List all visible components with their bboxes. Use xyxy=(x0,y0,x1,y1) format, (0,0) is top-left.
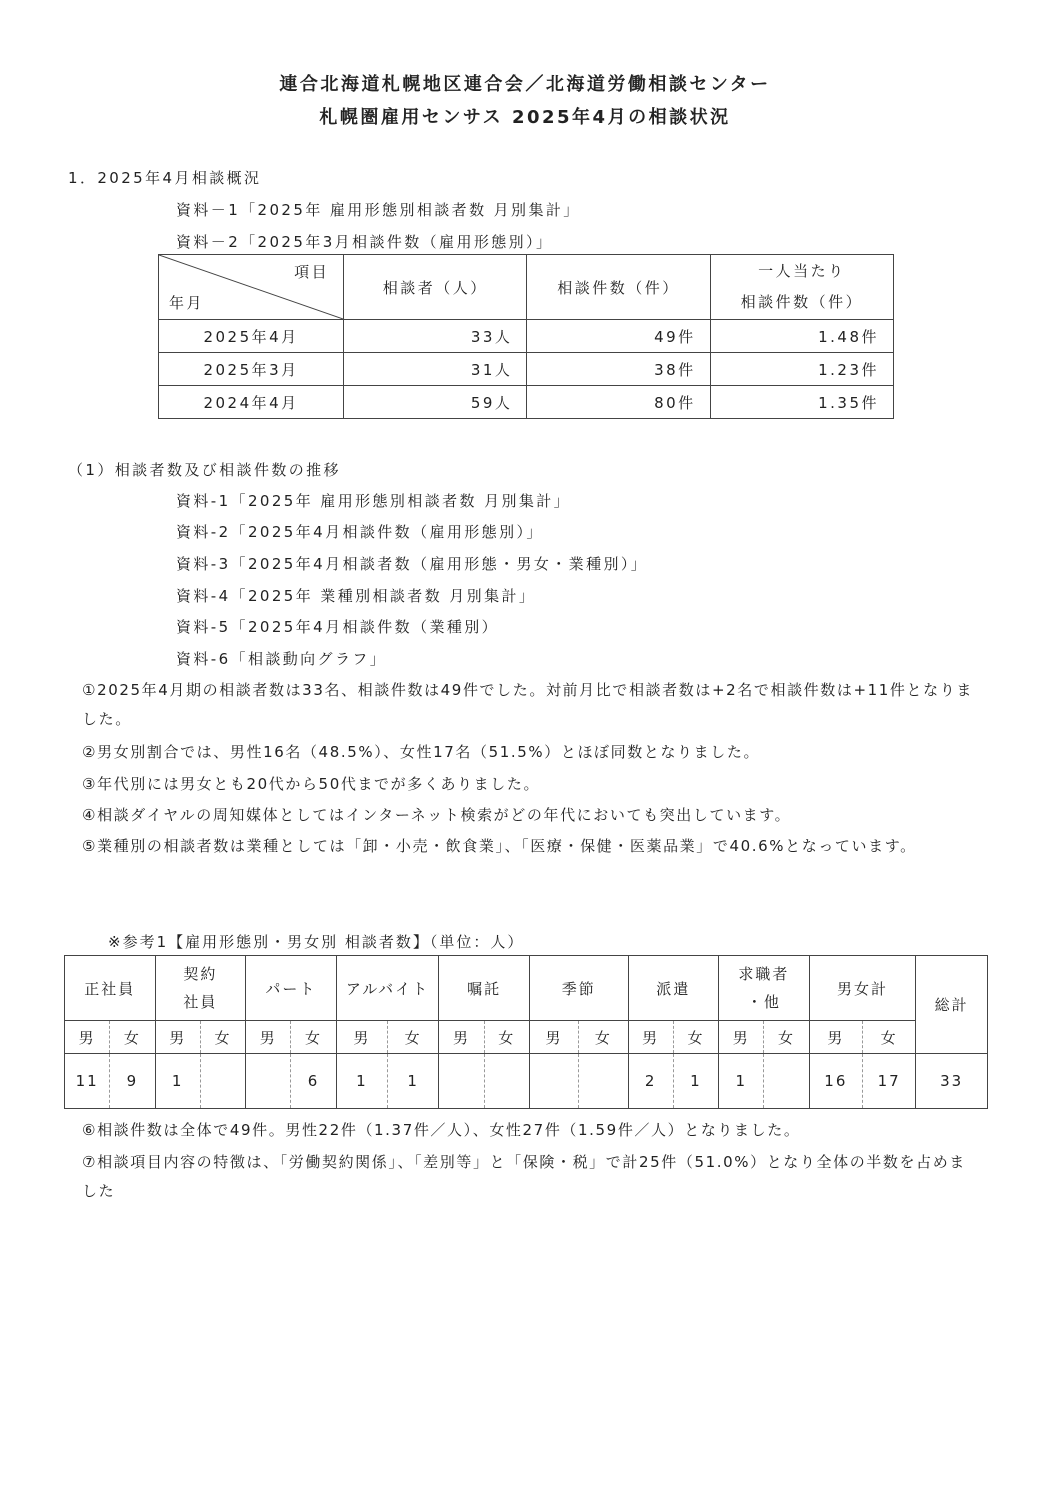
male-header: 男 xyxy=(628,1021,673,1054)
summary-table xyxy=(158,254,894,419)
row-per-person: 1.23件 xyxy=(710,353,893,386)
col-header-per-person-line1: 一人当たり xyxy=(758,262,846,280)
female-header: 女 xyxy=(110,1021,155,1054)
point-text: 相談件数は全体で49件。男性22件（1.37件／人）、女性27件（1.59件／人）となりました。 xyxy=(97,1121,801,1139)
male-count xyxy=(439,1054,484,1109)
subsection1-ref-4: 資料-4「2025年 業種別相談者数 月別集計」 xyxy=(176,587,537,605)
male-count: 16 xyxy=(809,1054,862,1109)
point-number: ⑤ xyxy=(82,837,98,855)
male-header: 男 xyxy=(246,1021,291,1054)
reference-table xyxy=(64,955,988,1109)
category-header: パート xyxy=(246,956,337,1021)
point-text: 業種別の相談者数は業種としては「卸・小売・飲食業」、「医療・保健・医薬品業」で40.6%となっています。 xyxy=(97,837,917,855)
sex-header-row xyxy=(65,1021,988,1054)
point-2 xyxy=(82,738,982,767)
total-header: 総計 xyxy=(916,956,988,1054)
male-count: 11 xyxy=(65,1054,110,1109)
female-count xyxy=(484,1054,529,1109)
row-period: 2025年4月 xyxy=(159,320,344,353)
category-header: 季節 xyxy=(529,956,628,1021)
category-header: 嘱託 xyxy=(439,956,530,1021)
row-period: 2025年3月 xyxy=(159,353,344,386)
summary-table-corner xyxy=(159,255,344,320)
point-text: 相談ダイヤルの周知媒体としてはインターネット検索がどの年代においても突出しています。 xyxy=(97,806,792,824)
point-text: 相談項目内容の特徴は、「労働契約関係」、「差別等」と「保険・税」で計25件（51.0%）となり全体の半数を占めました xyxy=(82,1153,966,1200)
category-header: 男女計 xyxy=(809,956,916,1021)
row-per-person: 1.35件 xyxy=(710,386,893,419)
female-header: 女 xyxy=(863,1021,916,1054)
row-per-person: 1.48件 xyxy=(710,320,893,353)
male-count xyxy=(529,1054,578,1109)
point-number: ① xyxy=(82,681,98,699)
point-1 xyxy=(82,676,982,734)
row-consultants: 33人 xyxy=(344,320,527,353)
reference-caption: ※参考1【雇用形態別・男女別 相談者数】（単位：人） xyxy=(108,933,525,951)
point-number: ⑦ xyxy=(82,1153,98,1171)
point-6 xyxy=(82,1116,988,1145)
point-number: ④ xyxy=(82,806,98,824)
category-header-line1: 契約 xyxy=(183,965,218,983)
male-header: 男 xyxy=(529,1021,578,1054)
category-header: 派遣 xyxy=(628,956,719,1021)
row-period: 2024年4月 xyxy=(159,386,344,419)
col-header-cases: 相談件数（件） xyxy=(527,255,710,320)
female-count: 6 xyxy=(291,1054,336,1109)
female-count: 1 xyxy=(673,1054,718,1109)
category-header xyxy=(719,956,810,1021)
row-consultants: 31人 xyxy=(344,353,527,386)
female-header: 女 xyxy=(200,1021,245,1054)
table-row xyxy=(159,386,894,419)
point-3 xyxy=(82,770,982,799)
row-consultants: 59人 xyxy=(344,386,527,419)
point-text: 年代別には男女とも20代から50代までが多くありました。 xyxy=(97,775,541,793)
corner-yearmonth-label: 年月 xyxy=(169,294,205,312)
point-4 xyxy=(82,801,982,830)
female-header: 女 xyxy=(388,1021,439,1054)
point-number: ⑥ xyxy=(82,1121,98,1139)
female-header: 女 xyxy=(673,1021,718,1054)
male-count xyxy=(246,1054,291,1109)
point-7 xyxy=(82,1148,982,1206)
subsection1-ref-5: 資料-5「2025年4月相談件数（業種別） xyxy=(176,618,500,636)
point-text: 男女別割合では、男性16名（48.5%）、女性17名（51.5%）とほぼ同数となりました。 xyxy=(97,743,761,761)
point-number: ② xyxy=(82,743,98,761)
male-header: 男 xyxy=(336,1021,387,1054)
female-count: 17 xyxy=(863,1054,916,1109)
row-cases: 38件 xyxy=(527,353,710,386)
male-count: 1 xyxy=(719,1054,764,1109)
reference-values-row xyxy=(65,1054,988,1109)
summary-table-header-row xyxy=(159,255,894,320)
table-row xyxy=(159,353,894,386)
male-header: 男 xyxy=(155,1021,200,1054)
category-header xyxy=(155,956,246,1021)
subsection1-ref-3: 資料-3「2025年4月相談者数（雇用形態・男女・業種別）」 xyxy=(176,555,649,573)
section1-ref-1: 資料－1「2025年 雇用形態別相談者数 月別集計」 xyxy=(176,201,581,219)
point-5 xyxy=(82,832,982,861)
subsection1-ref-1: 資料-1「2025年 雇用形態別相談者数 月別集計」 xyxy=(176,492,572,510)
male-count: 1 xyxy=(155,1054,200,1109)
female-count xyxy=(200,1054,245,1109)
female-header: 女 xyxy=(764,1021,809,1054)
col-header-per-person-line2: 相談件数（件） xyxy=(740,293,864,311)
subsection1-ref-6: 資料-6「相談動向グラフ」 xyxy=(176,650,388,668)
male-header: 男 xyxy=(719,1021,764,1054)
section1-ref-2: 資料－2「2025年3月相談件数（雇用形態別）」 xyxy=(176,233,554,251)
female-header: 女 xyxy=(484,1021,529,1054)
male-header: 男 xyxy=(439,1021,484,1054)
table-row xyxy=(159,320,894,353)
male-header: 男 xyxy=(809,1021,862,1054)
point-number: ③ xyxy=(82,775,98,793)
female-count xyxy=(764,1054,809,1109)
female-count: 1 xyxy=(388,1054,439,1109)
section1-heading: 1．2025年4月相談概況 xyxy=(68,169,262,187)
female-count xyxy=(579,1054,628,1109)
subsection1-heading: （1）相談者数及び相談件数の推移 xyxy=(68,461,341,479)
total-value: 33 xyxy=(916,1054,988,1109)
col-header-consultants: 相談者（人） xyxy=(344,255,527,320)
female-header: 女 xyxy=(291,1021,336,1054)
male-header: 男 xyxy=(65,1021,110,1054)
category-header-line2: 社員 xyxy=(183,993,218,1011)
row-cases: 80件 xyxy=(527,386,710,419)
col-header-per-person xyxy=(710,255,893,320)
category-header: 正社員 xyxy=(65,956,156,1021)
row-cases: 49件 xyxy=(527,320,710,353)
female-header: 女 xyxy=(579,1021,628,1054)
category-header-line2: ・他 xyxy=(746,993,781,1011)
point-text: 2025年4月期の相談者数は33名、相談件数は49件でした。対前月比で相談者数は+2名で相談件数は+11件となりました。 xyxy=(82,681,973,728)
category-header: アルバイト xyxy=(336,956,439,1021)
male-count: 1 xyxy=(336,1054,387,1109)
subsection1-ref-2: 資料-2「2025年4月相談件数（雇用形態別）」 xyxy=(176,523,544,541)
female-count: 9 xyxy=(110,1054,155,1109)
document-title-line2: 札幌圏雇用センサス 2025年4月の相談状況 xyxy=(319,107,731,128)
reference-header-row xyxy=(65,956,988,1021)
male-count: 2 xyxy=(628,1054,673,1109)
category-header-line1: 求職者 xyxy=(738,965,790,983)
document-title-line1: 連合北海道札幌地区連合会／北海道労働相談センター xyxy=(279,74,771,95)
corner-item-label: 項目 xyxy=(294,263,330,281)
